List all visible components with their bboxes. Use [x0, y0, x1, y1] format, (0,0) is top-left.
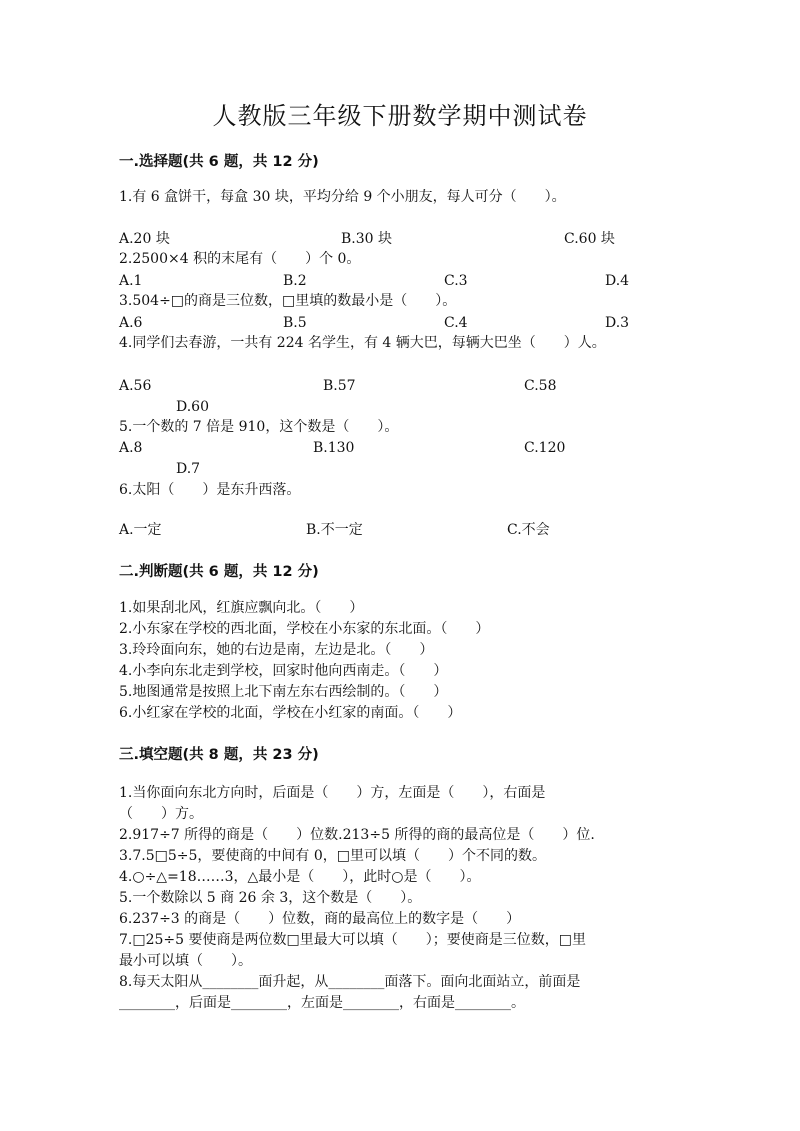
option-c: C.4	[444, 315, 468, 331]
option-a: A.56	[119, 378, 152, 394]
option-d: D.60	[176, 399, 209, 415]
fill-in-line: 5.一个数除以 5 商 26 余 3，这个数是（ ）。	[119, 890, 422, 906]
statement-item: 1.如果刮北风，红旗应飘向北。（ ）	[119, 600, 364, 616]
fill-in-line: 8.每天太阳从________面升起，从________面落下。面向北面站立，前面是	[119, 974, 581, 990]
option-b: B.30 块	[341, 231, 393, 247]
section-heading-true-false: 二.判断题(共 6 题，共 12 分)	[119, 564, 319, 580]
option-b: B.57	[323, 378, 356, 394]
section-heading-fill-in: 三.填空题(共 8 题，共 23 分)	[119, 747, 319, 763]
option-b: B.不一定	[306, 522, 363, 538]
statement-item: 5.地图通常是按照上北下南左东右西绘制的。（ ）	[119, 684, 448, 700]
option-a: A.一定	[119, 522, 162, 538]
question-stem: 5.一个数的 7 倍是 910，这个数是（ ）。	[119, 419, 399, 435]
option-a: A.6	[119, 315, 143, 331]
fill-in-line: 4.○÷△=18……3，△最小是（ ），此时○是（ ）。	[119, 869, 481, 885]
question-stem: 2.2500×4 积的末尾有（ ）个 0。	[119, 251, 361, 267]
option-c: C.58	[524, 378, 557, 394]
option-b: B.5	[283, 315, 307, 331]
question-stem: 4.同学们去春游，一共有 224 名学生，有 4 辆大巴，每辆大巴坐（ ）人。	[119, 335, 606, 351]
fill-in-line: ________，后面是________，左面是________，右面是________。	[119, 995, 525, 1011]
option-c: C.60 块	[564, 231, 615, 247]
fill-in-line: 最小可以填（ ）。	[119, 953, 252, 969]
option-c: C.120	[524, 440, 566, 456]
section-heading-multiple-choice: 一.选择题(共 6 题，共 12 分)	[119, 154, 319, 170]
option-d: D.3	[605, 315, 630, 331]
option-b: B.2	[283, 273, 307, 289]
statement-item: 3.玲玲面向东，她的右边是南，左边是北。（ ）	[119, 642, 434, 658]
statement-item: 4.小李向东北走到学校，回家时他向西南走。（ ）	[119, 663, 448, 679]
question-stem: 3.504÷□的商是三位数，□里填的数最小是（ ）。	[119, 293, 457, 309]
page-title: 人教版三年级下册数学期中测试卷	[212, 102, 588, 130]
option-c: C.3	[444, 273, 468, 289]
option-d: D.7	[176, 461, 201, 477]
question-stem: 6.太阳（ ）是东升西落。	[119, 482, 301, 498]
fill-in-line: 3.7.5□5÷5，要使商的中间有 0，□里可以填（ ）个不同的数。	[119, 848, 546, 864]
fill-in-line: 1.当你面向东北方向时，后面是（ ）方，左面是（ ），右面是	[119, 785, 546, 801]
option-d: D.4	[605, 273, 630, 289]
fill-in-line: 7.□25÷5 要使商是两位数□里最大可以填（ ）；要使商是三位数，□里	[119, 932, 586, 948]
fill-in-line: （ ）方。	[119, 806, 203, 822]
option-a: A.1	[119, 273, 143, 289]
fill-in-line: 6.237÷3 的商是（ ）位数，商的最高位上的数字是（ ）	[119, 911, 521, 927]
option-b: B.130	[313, 440, 355, 456]
option-c: C.不会	[507, 522, 550, 538]
question-stem: 1.有 6 盒饼干，每盒 30 块，平均分给 9 个小朋友，每人可分（ ）。	[119, 189, 566, 205]
option-a: A.20 块	[119, 231, 170, 247]
option-a: A.8	[119, 440, 143, 456]
fill-in-line: 2.917÷7 所得的商是（ ）位数.213÷5 所得的商的最高位是（ ）位.	[119, 827, 595, 843]
statement-item: 6.小红家在学校的北面，学校在小红家的南面。（ ）	[119, 705, 462, 721]
statement-item: 2.小东家在学校的西北面，学校在小东家的东北面。（ ）	[119, 621, 490, 637]
